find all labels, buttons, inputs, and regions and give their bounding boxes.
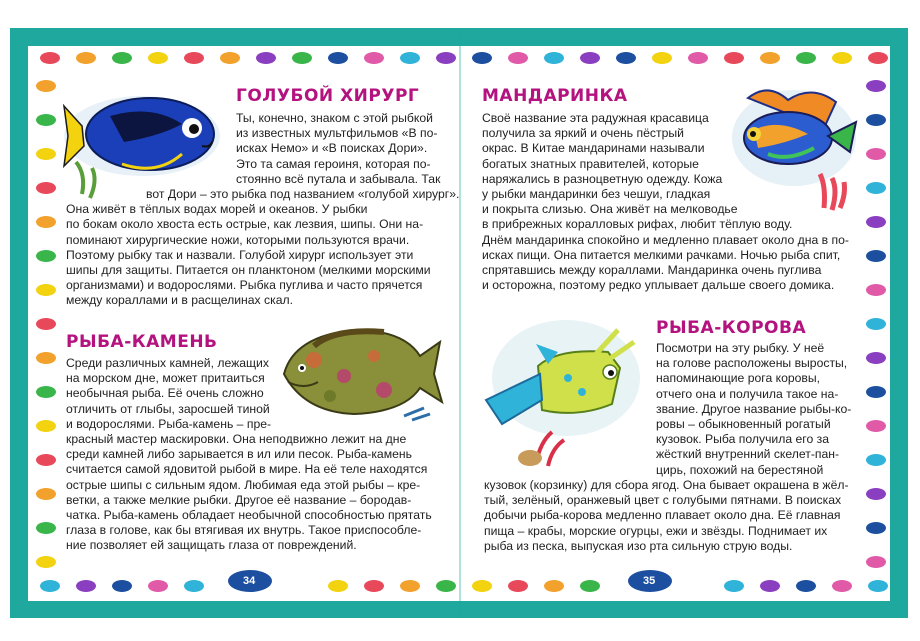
- text-line: Среди различных камней, лежащих: [66, 356, 269, 370]
- sea-creature-border-icon: [866, 250, 886, 262]
- text-line: ние позволяет ей защищать глаза от повреждений.: [66, 538, 357, 553]
- sea-creature-border-icon: [436, 52, 456, 64]
- text-line: ветки, а также мелкие рыбки. Другое её название – бородав-: [66, 492, 412, 507]
- sea-creature-border-icon: [832, 580, 852, 592]
- sea-creature-border-icon: [652, 52, 672, 64]
- sea-creature-border-icon: [36, 250, 56, 262]
- text-line: добычи рыба-корова медленно плавает около дна. Её главная: [484, 508, 841, 523]
- page-number: 34: [243, 575, 256, 587]
- text-line: организмами) и водорослями. Рыбка пуглива и часто прячется: [66, 278, 423, 293]
- text-line: шипы для защиты. Питается он планктоном (мелкими морскими: [66, 263, 431, 278]
- sea-creature-border-icon: [36, 318, 56, 330]
- text-line: между кораллами и в расщелинах скал.: [66, 293, 293, 308]
- article-title: ГОЛУБОЙ ХИРУРГ: [236, 86, 420, 106]
- sea-creature-border-icon: [472, 52, 492, 64]
- sea-creature-border-icon: [508, 580, 528, 592]
- sea-creature-border-icon: [866, 80, 886, 92]
- sea-creature-border-icon: [184, 52, 204, 64]
- sea-creature-border-icon: [760, 580, 780, 592]
- sea-creature-border-icon: [580, 52, 600, 64]
- sea-creature-border-icon: [364, 52, 384, 64]
- sea-creature-border-icon: [76, 580, 96, 592]
- text-line: по бокам около хвоста есть острые, как лезвия, шипы. Они на-: [66, 217, 424, 232]
- article-title: РЫБА-КАМЕНЬ: [66, 332, 218, 352]
- text-line: и покрыта слизью. Она живёт на мелководье: [482, 202, 738, 217]
- sea-creature-border-icon: [868, 580, 888, 592]
- sea-creature-border-icon: [866, 556, 886, 568]
- text-line: красный мастер маскировки. Она неподвижно лежит на дне: [66, 432, 407, 447]
- text-line: из известных мультфильмов «В по-: [236, 126, 438, 141]
- sea-creature-border-icon: [400, 580, 420, 592]
- text-line: глаза в голове, как бы втягивая их внутрь. Такое приспособле-: [66, 523, 422, 538]
- sea-creature-border-icon: [36, 216, 56, 228]
- sea-creature-border-icon: [36, 284, 56, 296]
- sea-creature-border-icon: [400, 52, 420, 64]
- article-title: РЫБА-КОРОВА: [656, 318, 807, 338]
- sea-creature-border-icon: [36, 454, 56, 466]
- sea-creature-border-icon: [36, 352, 56, 364]
- sea-creature-border-icon: [40, 580, 60, 592]
- text-line: и осторожна, поэтому редко уплывает дальше своего домика.: [482, 278, 835, 293]
- text-line: окрас. В Китае мандаринами называли: [482, 141, 705, 156]
- sea-creature-border-icon: [866, 454, 886, 466]
- text-line: считается самой ядовитой рыбой в мире. На её теле находятся: [66, 462, 428, 477]
- text-line: Ты, конечно, знаком с этой рыбкой: [236, 111, 433, 125]
- sea-creature-border-icon: [76, 52, 96, 64]
- mandarin-fish-icon: [728, 78, 860, 228]
- sea-creature-border-icon: [544, 580, 564, 592]
- sea-creature-border-icon: [36, 522, 56, 534]
- sea-creature-border-icon: [36, 386, 56, 398]
- text-line: ровы – обыкновенный рогатый: [656, 417, 831, 432]
- sea-creature-border-icon: [866, 216, 886, 228]
- sea-creature-border-icon: [36, 80, 56, 92]
- text-line: поминают хирургические ножи, которыми пользуются врачи.: [66, 232, 410, 247]
- text-line: Это та самая героиня, которая по-: [236, 156, 431, 171]
- article-body: [656, 341, 851, 478]
- article-title: МАНДАРИНКА: [482, 86, 628, 106]
- text-line: пища – крабы, морские огурцы, ежи и звёзды. Поднимает их: [484, 523, 828, 538]
- article-body: [66, 187, 459, 309]
- sea-creature-border-icon: [866, 522, 886, 534]
- sea-creature-border-icon: [36, 148, 56, 160]
- text-line: Днём мандаринка спокойно и медленно плавает около дна в по-: [482, 232, 849, 247]
- text-line: вот Дори – это рыбка под названием «голубой хирург».: [146, 187, 460, 201]
- text-line: кузовок. Рыба получила его за: [656, 432, 829, 447]
- page-number: 35: [643, 575, 656, 587]
- sea-creature-border-icon: [760, 52, 780, 64]
- sea-creature-border-icon: [796, 580, 816, 592]
- text-line: Своё название эта радужная красавица: [482, 111, 709, 125]
- sea-creature-border-icon: [184, 580, 204, 592]
- text-line: спрятавшись между кораллами. Мандаринка очень пуглива: [482, 263, 822, 278]
- sea-creature-border-icon: [112, 52, 132, 64]
- text-line: тый, зелёный, оранжевый цвет с голубыми пятнами. В поисках: [484, 493, 842, 508]
- text-line: исках Немо» и «В поисках Дори».: [236, 141, 428, 156]
- sea-creature-border-icon: [148, 52, 168, 64]
- sea-creature-border-icon: [866, 386, 886, 398]
- text-line: жёсткий внутренний скелет-пан-: [656, 447, 840, 462]
- sea-creature-border-icon: [688, 52, 708, 64]
- sea-creature-border-icon: [220, 52, 240, 64]
- text-line: исках пищи. Она питается мелкими рачками. Ночью рыба спит,: [482, 247, 841, 262]
- sea-creature-border-icon: [724, 580, 744, 592]
- text-line: цирь, похожий на берестяной: [656, 462, 824, 477]
- sea-creature-border-icon: [866, 114, 886, 126]
- text-line: звание. Другое название рыбы-ко-: [656, 401, 852, 416]
- text-line: на морском дне, может притаиться: [66, 371, 265, 386]
- sea-creature-border-icon: [328, 52, 348, 64]
- sea-creature-border-icon: [364, 580, 384, 592]
- text-line: острые шипы с сильным ядом. Любимая еда этой рыбы – кре-: [66, 477, 421, 492]
- text-line: отчего она и получила такое на-: [656, 386, 839, 401]
- sea-creature-border-icon: [580, 580, 600, 592]
- sea-creature-border-icon: [866, 318, 886, 330]
- text-line: стоянно всё путала и забывала. Так: [236, 171, 441, 186]
- sea-creature-border-icon: [256, 52, 276, 64]
- text-line: в прибрежных коралловых рифах, любит тёплую воду.: [482, 217, 793, 232]
- text-line: отличить от глыбы, заросшей тиной: [66, 401, 270, 416]
- blue-tang-fish-icon: [62, 84, 227, 204]
- sea-creature-border-icon: [36, 114, 56, 126]
- sea-creature-border-icon: [328, 580, 348, 592]
- text-line: богатых знатных правителей, которые: [482, 156, 699, 171]
- text-line: получила за яркий и очень пёстрый: [482, 126, 684, 141]
- text-line: и водорослями. Рыба-камень – пре-: [66, 416, 272, 431]
- text-line: рыба из песка, выпуская изо рта сильную струю воды.: [484, 538, 793, 553]
- text-line: среди камней либо зарывается в ил или песок. Рыба-камень: [66, 447, 412, 462]
- text-line: Она живёт в тёплых водах морей и океанов. У рыбки: [66, 202, 368, 217]
- text-line: на голове расположены выросты,: [656, 356, 848, 371]
- sea-creature-border-icon: [508, 52, 528, 64]
- text-line: чатка. Рыба-камень обладает необычной способностью прятать: [66, 508, 432, 523]
- sea-creature-border-icon: [148, 580, 168, 592]
- sea-creature-border-icon: [866, 352, 886, 364]
- text-line: необычная рыба. Её очень сложно: [66, 386, 264, 401]
- sea-creature-border-icon: [36, 182, 56, 194]
- sea-creature-border-icon: [436, 580, 456, 592]
- sea-creature-border-icon: [616, 52, 636, 64]
- sea-creature-border-icon: [866, 420, 886, 432]
- article-body: [484, 478, 849, 554]
- sea-creature-border-icon: [724, 52, 744, 64]
- sea-creature-border-icon: [36, 488, 56, 500]
- sea-creature-border-icon: [866, 148, 886, 160]
- text-line: напоминающие рога коровы,: [656, 371, 821, 386]
- sea-creature-border-icon: [796, 52, 816, 64]
- sea-creature-border-icon: [36, 420, 56, 432]
- sea-creature-border-icon: [832, 52, 852, 64]
- cowfish-icon: [478, 308, 648, 473]
- text-line: Поэтому рыбку так и назвали. Голубой хирург использует эти: [66, 247, 414, 262]
- sea-creature-border-icon: [36, 556, 56, 568]
- text-line: наряжались в разноцветную одежду. Кожа: [482, 171, 723, 186]
- text-line: у рыбки мандаринки без чешуи, гладкая: [482, 187, 711, 202]
- sea-creature-border-icon: [866, 488, 886, 500]
- sea-creature-border-icon: [868, 52, 888, 64]
- sea-creature-border-icon: [544, 52, 564, 64]
- text-line: кузовок (корзинку) для сбора ягод. Она бывает окрашена в жёл-: [484, 478, 849, 492]
- text-line: Посмотри на эту рыбку. У неё: [656, 341, 825, 355]
- sea-creature-border-icon: [112, 580, 132, 592]
- sea-creature-border-icon: [472, 580, 492, 592]
- sea-creature-border-icon: [40, 52, 60, 64]
- sea-creature-border-icon: [292, 52, 312, 64]
- book-spine: [459, 28, 461, 618]
- article-body: [66, 356, 432, 554]
- article-body: [236, 111, 440, 187]
- sea-creature-border-icon: [866, 182, 886, 194]
- sea-creature-border-icon: [866, 284, 886, 296]
